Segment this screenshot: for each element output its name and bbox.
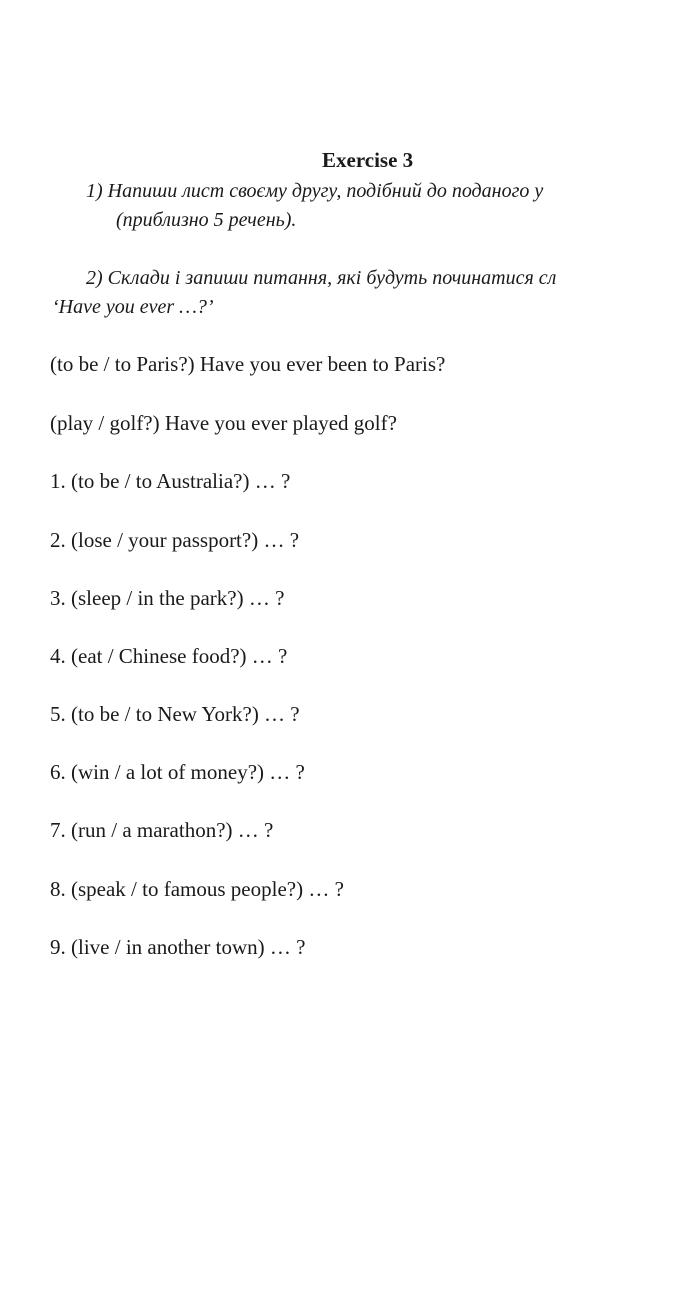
task-2-instruction: 2) Склади і запиши питання, які будуть починатися сл [86,267,557,289]
question-item: 4. (eat / Chinese food?) … ? [50,644,288,668]
question-item: 5. (to be / to New York?) … ? [50,702,300,726]
example-line: (to be / to Paris?) Have you ever been to Paris? [50,352,446,376]
question-item: 2. (lose / your passport?) … ? [50,528,300,552]
question-item: 7. (run / a marathon?) … ? [50,818,274,842]
exercise-title: Exercise 3 [322,148,414,172]
question-item: 9. (live / in another town) … ? [50,935,306,959]
task-1-instruction: 1) Напиши лист своєму другу, подібний до поданого у [86,180,544,202]
task-2-instruction-continued: ‘Have you ever …?’ [52,296,214,318]
question-item: 8. (speak / to famous people?) … ? [50,877,344,901]
question-item: 6. (win / a lot of money?) … ? [50,760,305,784]
question-item: 1. (to be / to Australia?) … ? [50,469,291,493]
example-line: (play / golf?) Have you ever played golf? [50,411,397,435]
task-1-instruction-continued: (приблизно 5 речень). [116,209,297,231]
question-item: 3. (sleep / in the park?) … ? [50,586,285,610]
